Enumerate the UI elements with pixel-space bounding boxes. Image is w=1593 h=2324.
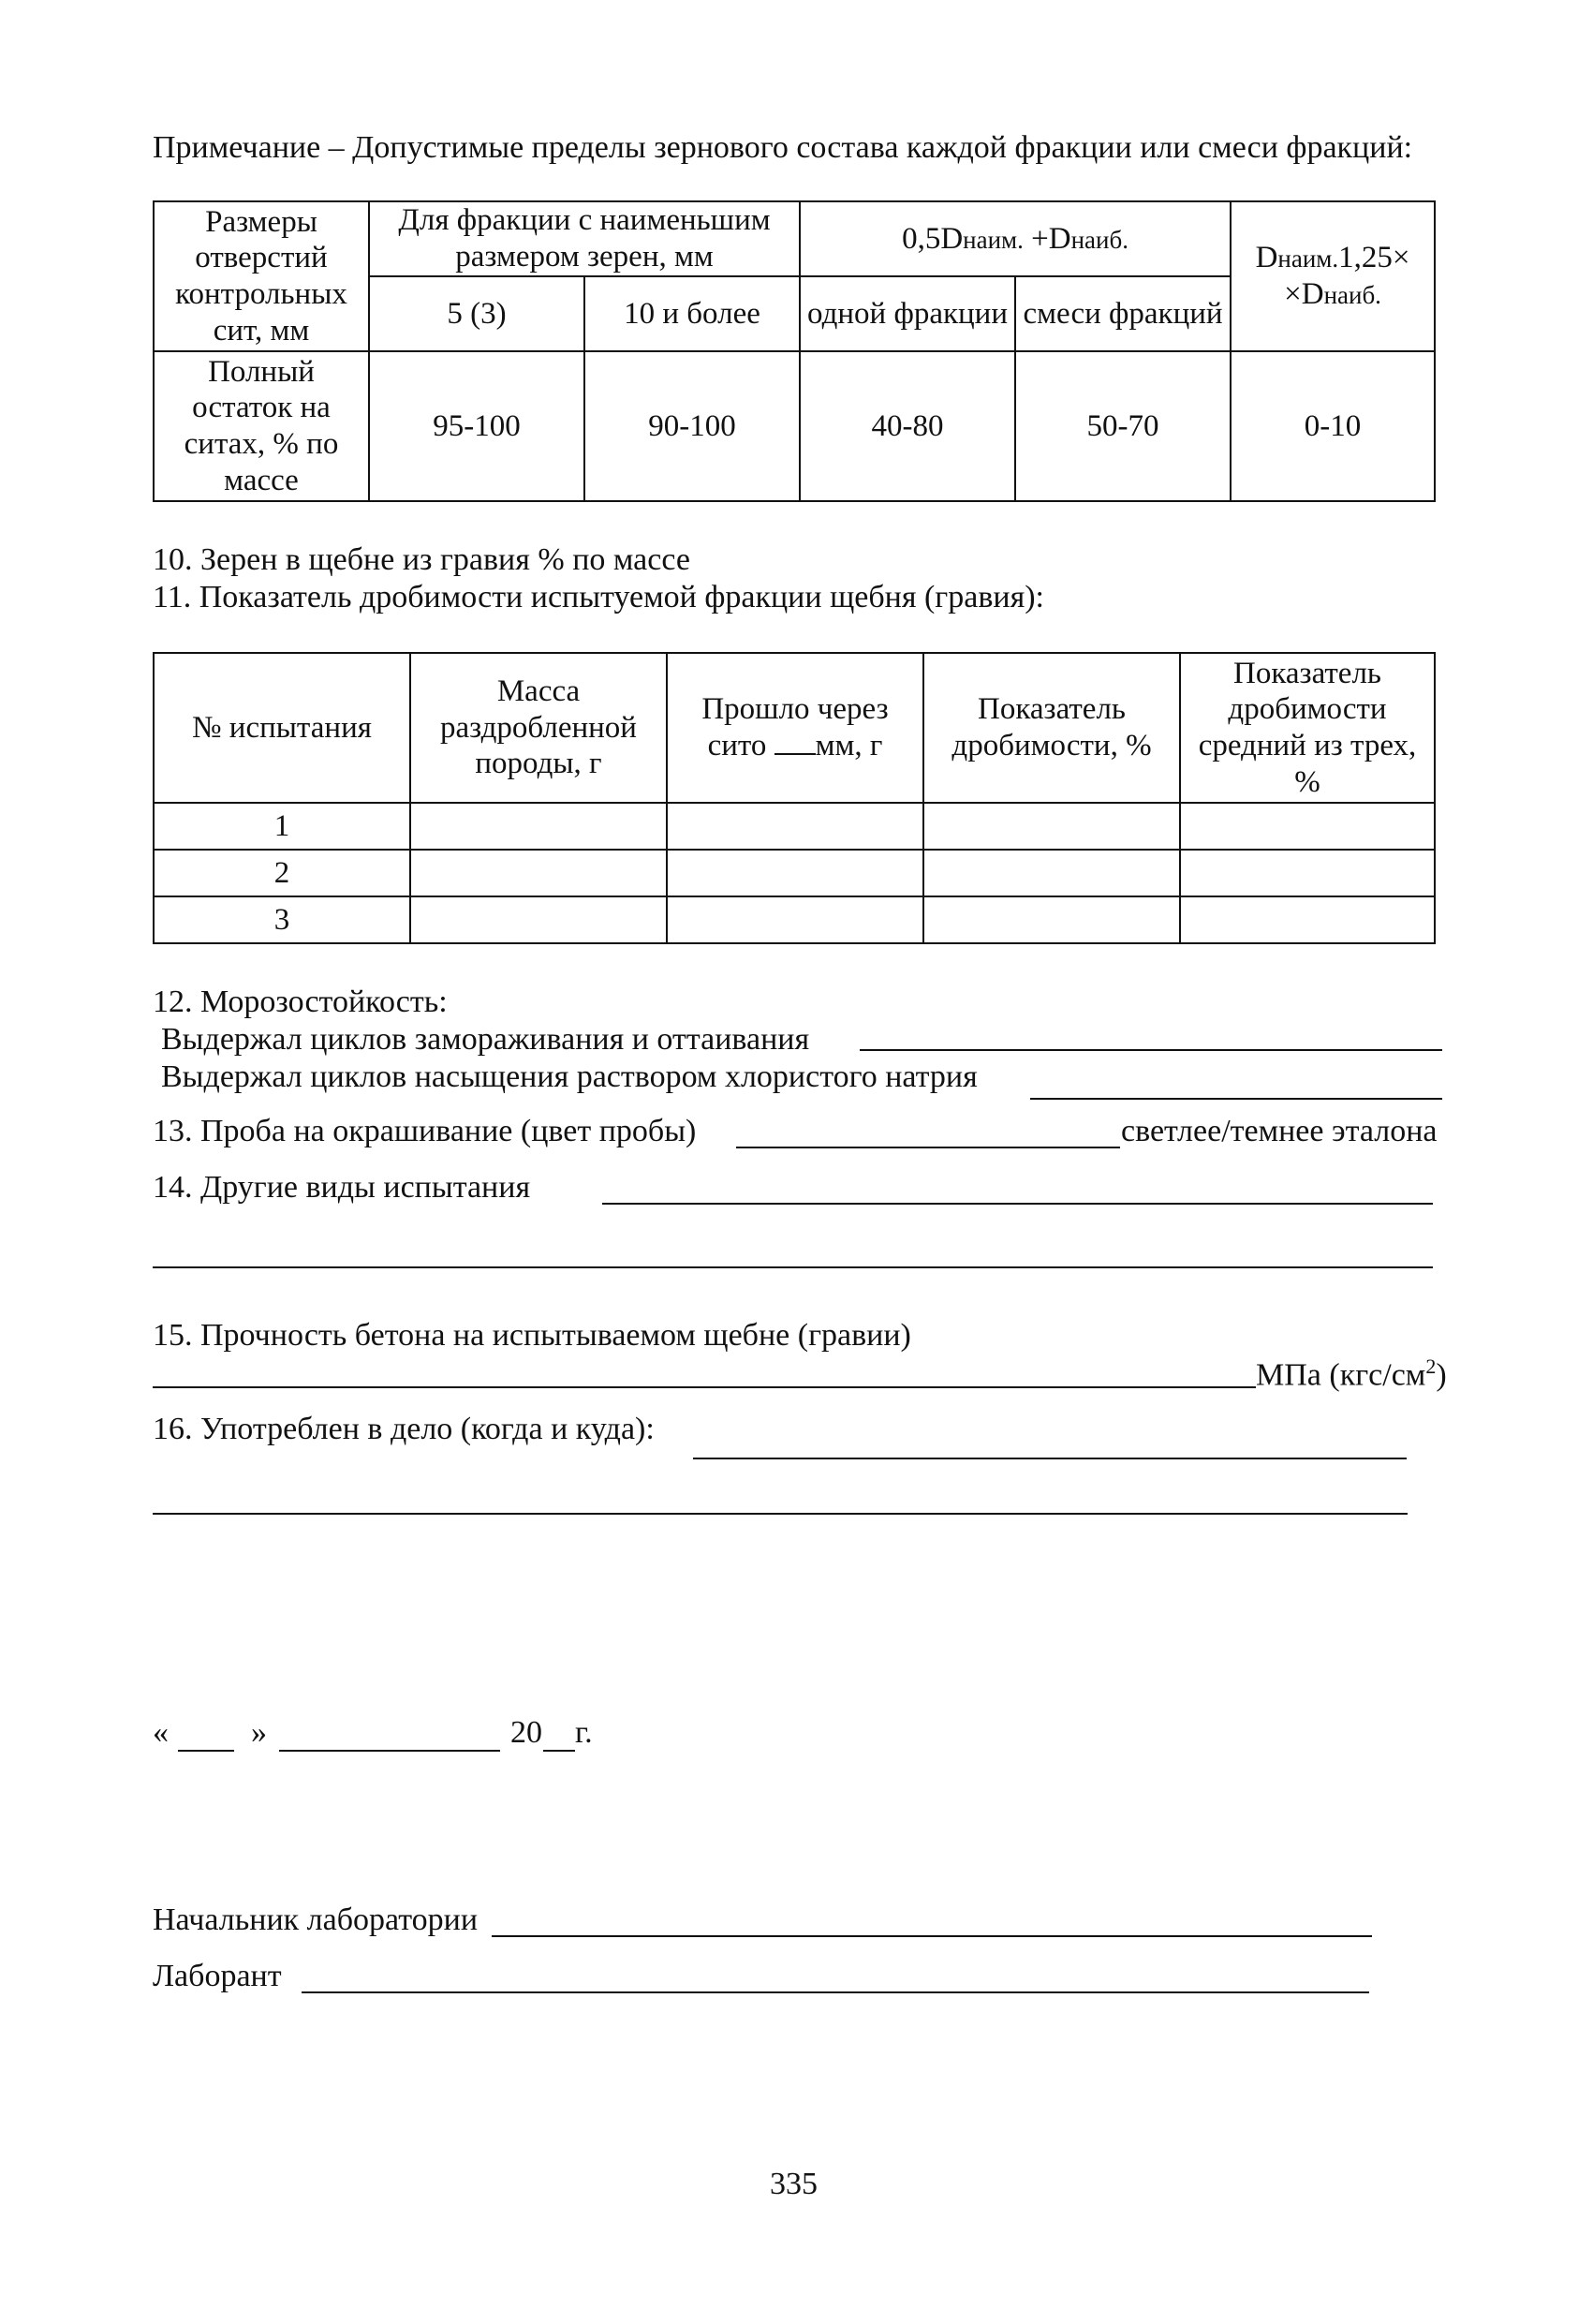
blank-cell[interactable] [923,803,1180,850]
blank-cell[interactable] [667,896,923,943]
blank-cell[interactable] [410,896,667,943]
concrete-strength-blank[interactable] [153,1386,1256,1388]
other-tests-blank-2[interactable] [153,1266,1433,1268]
header-5-3: 5 (3) [369,276,584,351]
value-cell: 40-80 [800,351,1015,501]
blank-cell[interactable] [667,803,923,850]
item-12-freeze-thaw: Выдержал циклов замораживания и оттаивания [161,1022,810,1057]
date-close-quote: » [251,1715,267,1750]
header-sieve-sizes: Размеры отверстий контрольных сит, мм [154,201,369,351]
crushability-table [153,652,1436,944]
blank-cell[interactable] [667,850,923,896]
item-12-salt-cycles: Выдержал циклов насыщения раствором хлористого натрия [161,1059,978,1094]
value-cell: 95-100 [369,351,584,501]
lab-assistant-label: Лаборант [153,1959,282,1993]
item-16: 16. Употреблен в дело (когда и куда): [153,1412,655,1446]
item-12: 12. Морозостойкость: [153,984,448,1019]
salt-cycles-blank[interactable] [1030,1098,1442,1100]
color-sample-blank[interactable] [736,1147,1120,1148]
blank-cell[interactable] [410,803,667,850]
header-fraction: Для фракции с наименьшим размером зерен, мм [369,201,800,276]
date-open-quote: « [153,1715,169,1750]
item-13-suffix: светлее/темнее эталона [1121,1114,1438,1148]
header-max-size: Dнаим.1,25× ×Dнаиб. [1231,201,1435,351]
blank-cell[interactable] [923,896,1180,943]
value-cell: 0-10 [1231,351,1435,501]
used-in-work-blank-2[interactable] [153,1513,1408,1515]
freeze-thaw-blank[interactable] [860,1049,1442,1051]
value-cell: 50-70 [1015,351,1231,501]
date-year-suffix: г. [575,1715,593,1750]
item-14: 14. Другие виды испытания [153,1170,531,1205]
test-number-cell: 3 [154,896,410,943]
value-cell: 90-100 [584,351,800,501]
header-one-fraction: одной фракции [800,276,1015,351]
blank-cell[interactable] [923,850,1180,896]
item-11: 11. Показатель дробимости испытуемой фракции щебня (гравия): [153,580,1044,614]
test-number-cell: 2 [154,850,410,896]
grain-table [153,200,1436,502]
head-of-lab-label: Начальник лаборатории [153,1902,479,1937]
header-test-number: № испытания [154,653,410,803]
blank-cell[interactable] [410,850,667,896]
header-passed-sieve: Прошло через сито мм, г [667,653,923,803]
test-number-cell: 1 [154,803,410,850]
lab-assistant-signature-line[interactable] [302,1991,1369,1993]
item-10: 10. Зерен в щебне из гравия % по массе [153,542,690,577]
blank-cell[interactable] [1180,803,1435,850]
used-in-work-blank[interactable] [693,1458,1407,1459]
item-15: 15. Прочность бетона на испытываемом щебне (гравии) [153,1318,911,1353]
header-half-dmin-dmax: 0,5Dнаим. +Dнаиб. [800,201,1231,276]
date-day-blank[interactable] [178,1750,234,1752]
note-text: Примечание – Допустимые пределы зернового состава каждой фракции или смеси фракций: [153,130,1413,165]
header-crush-index: Показатель дробимости, % [923,653,1180,803]
other-tests-blank[interactable] [602,1203,1433,1205]
blank-cell[interactable] [1180,896,1435,943]
date-year-blank[interactable] [543,1750,575,1752]
blank-cell[interactable] [1180,850,1435,896]
date-month-blank[interactable] [279,1750,500,1752]
header-10-more: 10 и более [584,276,800,351]
date-year-prefix: 20 [510,1715,542,1750]
item-13: 13. Проба на окрашивание (цвет пробы) [153,1114,697,1148]
header-crushed-mass: Масса раздробленной породы, г [410,653,667,803]
page-number: 335 [770,2167,818,2201]
row-label-residue: Полный остаток на ситах, % по массе [154,351,369,501]
item-15-unit: МПа $(кгс/см^2)$ [1256,1354,1447,1393]
header-crush-index-average: Показатель дробимости средний из трех, % [1180,653,1435,803]
header-mixed-fractions: смеси фракций [1015,276,1231,351]
head-of-lab-signature-line[interactable] [492,1935,1372,1937]
